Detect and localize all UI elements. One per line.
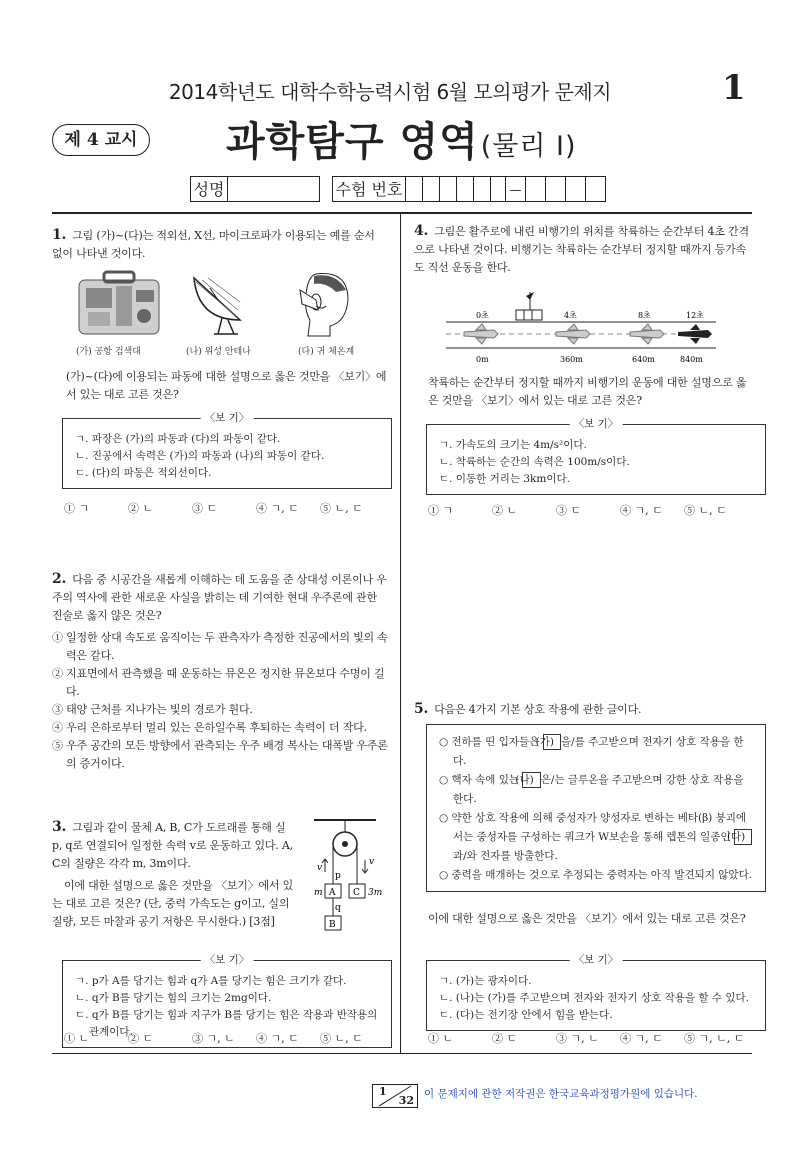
subject-title [226, 110, 577, 167]
ear-thermometer-image [296, 270, 356, 338]
q4-time-12: 12초 [686, 311, 704, 320]
q2-choice-4[interactable]: ④ 우리 은하로부터 멀리 있는 은하일수록 후퇴하는 속력이 더 작다. [52, 721, 367, 734]
q5-blank-na: (나) [522, 772, 540, 788]
fig-v-left: v [317, 863, 323, 873]
q3-choice-5[interactable]: ⑤ ㄴ, ㄷ [320, 1032, 363, 1045]
q4-choice-4[interactable]: ④ ㄱ, ㄷ [620, 504, 663, 517]
q5-bogi-box [426, 954, 766, 1031]
question-2 [52, 570, 388, 773]
pulley-diagram [306, 816, 390, 940]
q3-choice-1[interactable]: ① ㄴ [64, 1032, 90, 1045]
q4-bogi-box [426, 418, 766, 495]
q4-pos-0: 0m [476, 355, 489, 364]
fig-C: C [353, 888, 360, 898]
fig-B: B [329, 920, 336, 930]
fig-v-right: v [369, 857, 375, 867]
q1-choice-3[interactable]: ③ ㄷ [192, 502, 218, 515]
fig-3m: 3m [368, 888, 383, 898]
fig-p: p [335, 871, 341, 881]
q5-choice-1[interactable]: ① ㄴ [428, 1032, 454, 1045]
q2-number: 2. [52, 571, 67, 587]
q5-choice-2[interactable]: ② ㄷ [492, 1032, 518, 1045]
exam-no-dash: — [506, 176, 526, 202]
q5-l1a: ○ 전하를 띤 입자들은 [439, 736, 540, 748]
footer-rule [52, 1053, 752, 1054]
q5-l4: ○ 중력을 매개하는 것으로 추정되는 중력자는 아직 발견되지 않았다. [439, 869, 753, 881]
q3-box-label: 〈보 기〉 [201, 952, 254, 968]
q3-item-3: ㄷ. q가 B를 당기는 힘과 지구가 B를 당기는 힘은 작용과 반작용의 관계이다. [75, 1009, 378, 1038]
q4-item-1: ㄱ. 가속도의 크기는 4m/s²이다. [439, 439, 587, 451]
q5-passage-box [426, 724, 766, 892]
q1-choices [64, 500, 384, 516]
q3-choice-4[interactable]: ④ ㄱ, ㄷ [256, 1032, 299, 1045]
q3-text: 그림과 같이 물체 A, B, C가 도르래를 통해 실 p, q로 연결되어 일정한 속력 v로 운동하고 있다. A, C의 질량은 각각 m, 3m이다. [52, 821, 293, 870]
copyright-notice: 이 문제지에 관한 저작권은 한국교육과정평가원에 있습니다. [424, 1088, 698, 1100]
q2-choice-3[interactable]: ③ 태양 근처를 지나가는 빛의 경로가 휜다. [52, 703, 253, 716]
q5-question: 이에 대한 설명으로 옳은 것만을 〈보기〉에서 있는 대로 고른 것은? [428, 912, 746, 925]
q4-pos-840: 840m [680, 355, 703, 364]
q4-box-label: 〈보 기〉 [570, 416, 623, 432]
q4-choice-1[interactable]: ① ㄱ [428, 504, 454, 517]
q5-choice-4[interactable]: ④ ㄱ, ㄷ [620, 1032, 663, 1045]
page-current: 1 [379, 1085, 387, 1098]
q1-caption-c: (다) 귀 체온계 [298, 347, 355, 357]
q5-text: 다음은 4가지 기본 상호 작용에 관한 글이다. [434, 703, 642, 716]
q5-l3c: 과/와 전자를 방출한다. [453, 850, 558, 862]
q5-choice-3[interactable]: ③ ㄱ, ㄴ [556, 1032, 599, 1045]
q1-bogi-box [62, 412, 392, 489]
page-indicator [372, 1084, 418, 1108]
q5-choices [428, 1030, 748, 1046]
q4-choice-3[interactable]: ③ ㄷ [556, 504, 582, 517]
name-field[interactable] [228, 176, 320, 202]
column-divider [400, 213, 401, 1053]
page-total: 32 [398, 1094, 414, 1107]
subject-main: 과학탐구 영역 [226, 119, 479, 165]
exam-no-field-1[interactable] [406, 176, 506, 202]
q5-box-label: 〈보 기〉 [570, 952, 623, 968]
name-label: 성명 [190, 176, 228, 202]
q1-item-3: ㄷ. (다)의 파동은 적외선이다. [75, 467, 212, 479]
period-badge: 제 4 교시 [52, 124, 150, 156]
q3-item-1: ㄱ. p가 A를 당기는 힘과 q가 A를 당기는 힘은 크기가 같다. [75, 975, 347, 987]
q5-number: 5. [414, 701, 429, 717]
q1-choice-1[interactable]: ① ㄱ [64, 502, 90, 515]
q4-choice-2[interactable]: ② ㄴ [492, 504, 518, 517]
q1-text: 그림 (가)~(다)는 적외선, X선, 마이크로파가 이용되는 예를 순서 없이 나타낸 것이다. [52, 229, 375, 260]
exam-title: 2014학년도 대학수학능력시험 6월 모의평가 문제지 [168, 80, 612, 104]
q5-l3a: ○ 약한 상호 작용에 의해 중성자가 양성자로 변하는 베타(β) 붕괴에서는 중성자를 구성하는 쿼크가 W보손을 통해 렙톤의 일종인 [439, 812, 747, 843]
q1-number: 1. [52, 227, 67, 243]
q3-choice-3[interactable]: ③ ㄱ, ㄴ [192, 1032, 235, 1045]
q5-l2c: 은/는 글루온을 주고받으며 강한 상호 작용을 한다. [453, 774, 744, 805]
q1-choice-5[interactable]: ⑤ ㄴ, ㄷ [320, 502, 363, 515]
q4-choices [428, 502, 748, 518]
q1-item-1: ㄱ. 파장은 (가)의 파동과 (다)의 파동이 같다. [75, 433, 281, 445]
q1-question: (가)~(다)에 이용되는 파동에 대한 설명으로 옳은 것만을 〈보기〉에서 있는 대로 고른 것은? [66, 370, 387, 401]
q2-choice-2[interactable]: ② 지표면에서 관측했을 때 운동하는 뮤온은 정지한 뮤온보다 수명이 길다. [52, 667, 385, 698]
q4-item-2: ㄴ. 착륙하는 순간의 속력은 100m/s이다. [439, 456, 630, 468]
q4-pos-640: 640m [632, 355, 655, 364]
q4-choice-5[interactable]: ⑤ ㄴ, ㄷ [684, 504, 727, 517]
runway-diagram [446, 286, 716, 366]
satellite-antenna-image [188, 270, 248, 338]
q1-choice-2[interactable]: ② ㄴ [128, 502, 154, 515]
question-1 [52, 226, 388, 263]
q1-caption-a: (가) 공항 검색대 [76, 347, 141, 357]
q4-time-4: 4초 [564, 311, 577, 320]
q1-box-label: 〈보 기〉 [201, 410, 254, 426]
fig-q: q [335, 903, 341, 913]
exam-no-label: 수험 번호 [332, 176, 406, 202]
question-5 [414, 700, 750, 719]
q5-l1c: 을/를 주고받으며 전자기 상호 작용을 한다. [453, 736, 744, 767]
q5-item-2: ㄴ. (나)는 (가)를 주고받으며 전자와 전자기 상호 작용을 할 수 있다. [439, 992, 750, 1004]
q2-choice-5[interactable]: ⑤ 우주 공간의 모든 방향에서 관측되는 우주 배경 복사는 대폭발 우주론의 증거이다. [52, 739, 388, 770]
q3-item-2: ㄴ. q가 B를 당기는 힘의 크기는 2mg이다. [75, 992, 272, 1004]
fig-A: A [329, 888, 336, 898]
q1-item-2: ㄴ. 진공에서 속력은 (가)의 파동과 (나)의 파동이 같다. [75, 450, 325, 462]
question-4 [414, 222, 750, 277]
fig-m: m [314, 888, 323, 898]
q5-blank-ga: (가) [543, 734, 561, 750]
question-3 [52, 818, 296, 931]
id-bar [190, 176, 606, 202]
q3-choice-2[interactable]: ② ㄷ [128, 1032, 154, 1045]
airport-scanner-image [76, 270, 162, 338]
q1-caption-b: (나) 위성 안테나 [186, 347, 251, 357]
q4-question: 착륙하는 순간부터 정지할 때까지 비행기의 운동에 대한 설명으로 옳은 것만을 〈보기〉에서 있는 대로 고른 것은? [428, 376, 747, 407]
exam-no-field-2[interactable] [526, 176, 606, 202]
q3-choices [64, 1030, 384, 1046]
header-rule [52, 212, 752, 214]
subject-sub: (물리 I) [480, 131, 577, 162]
q4-time-8: 8초 [638, 311, 651, 320]
q5-blank-da: (다) [734, 829, 752, 845]
q2-text: 다음 중 시공간을 새롭게 이해하는 데 도움을 준 상대성 이론이나 우주의 역사에 관한 새로운 사실을 밝히는 데 기여한 현대 우주론에 관한 진술로 옳지 않은 것은? [52, 573, 387, 622]
q5-item-1: ㄱ. (가)는 광자이다. [439, 975, 532, 987]
q3-question: 이에 대한 설명으로 옳은 것만을 〈보기〉에서 있는 대로 고른 것은? (단, 중력 가속도는 g이고, 실의 질량, 모든 마찰과 공기 저항은 무시한다.) [3점] [52, 879, 294, 928]
q2-choice-1[interactable]: ① 일정한 상대 속도로 움직이는 두 관측자가 측정한 진공에서의 빛의 속력은 같다. [52, 631, 388, 662]
q4-pos-360: 360m [560, 355, 583, 364]
q4-item-3: ㄷ. 이동한 거리는 3km이다. [439, 473, 570, 485]
q1-choice-4[interactable]: ④ ㄱ, ㄷ [256, 502, 299, 515]
q4-number: 4. [414, 223, 429, 239]
q5-item-3: ㄷ. (다)는 전기장 안에서 힘을 받는다. [439, 1009, 613, 1021]
page-number: 1 [722, 68, 746, 108]
q4-time-0: 0초 [476, 311, 489, 320]
q3-number: 3. [52, 819, 67, 835]
q5-l2a: ○ 핵자 속에 있는 [439, 774, 520, 786]
q4-text: 그림은 활주로에 내린 비행기의 위치를 착륙하는 순간부터 4초 간격으로 나타낸 것이다. 비행기는 착륙하는 순간부터 정지할 때까지 등가속도 직선 운동을 한다. [414, 225, 749, 274]
q5-choice-5[interactable]: ⑤ ㄱ, ㄴ, ㄷ [684, 1032, 745, 1045]
